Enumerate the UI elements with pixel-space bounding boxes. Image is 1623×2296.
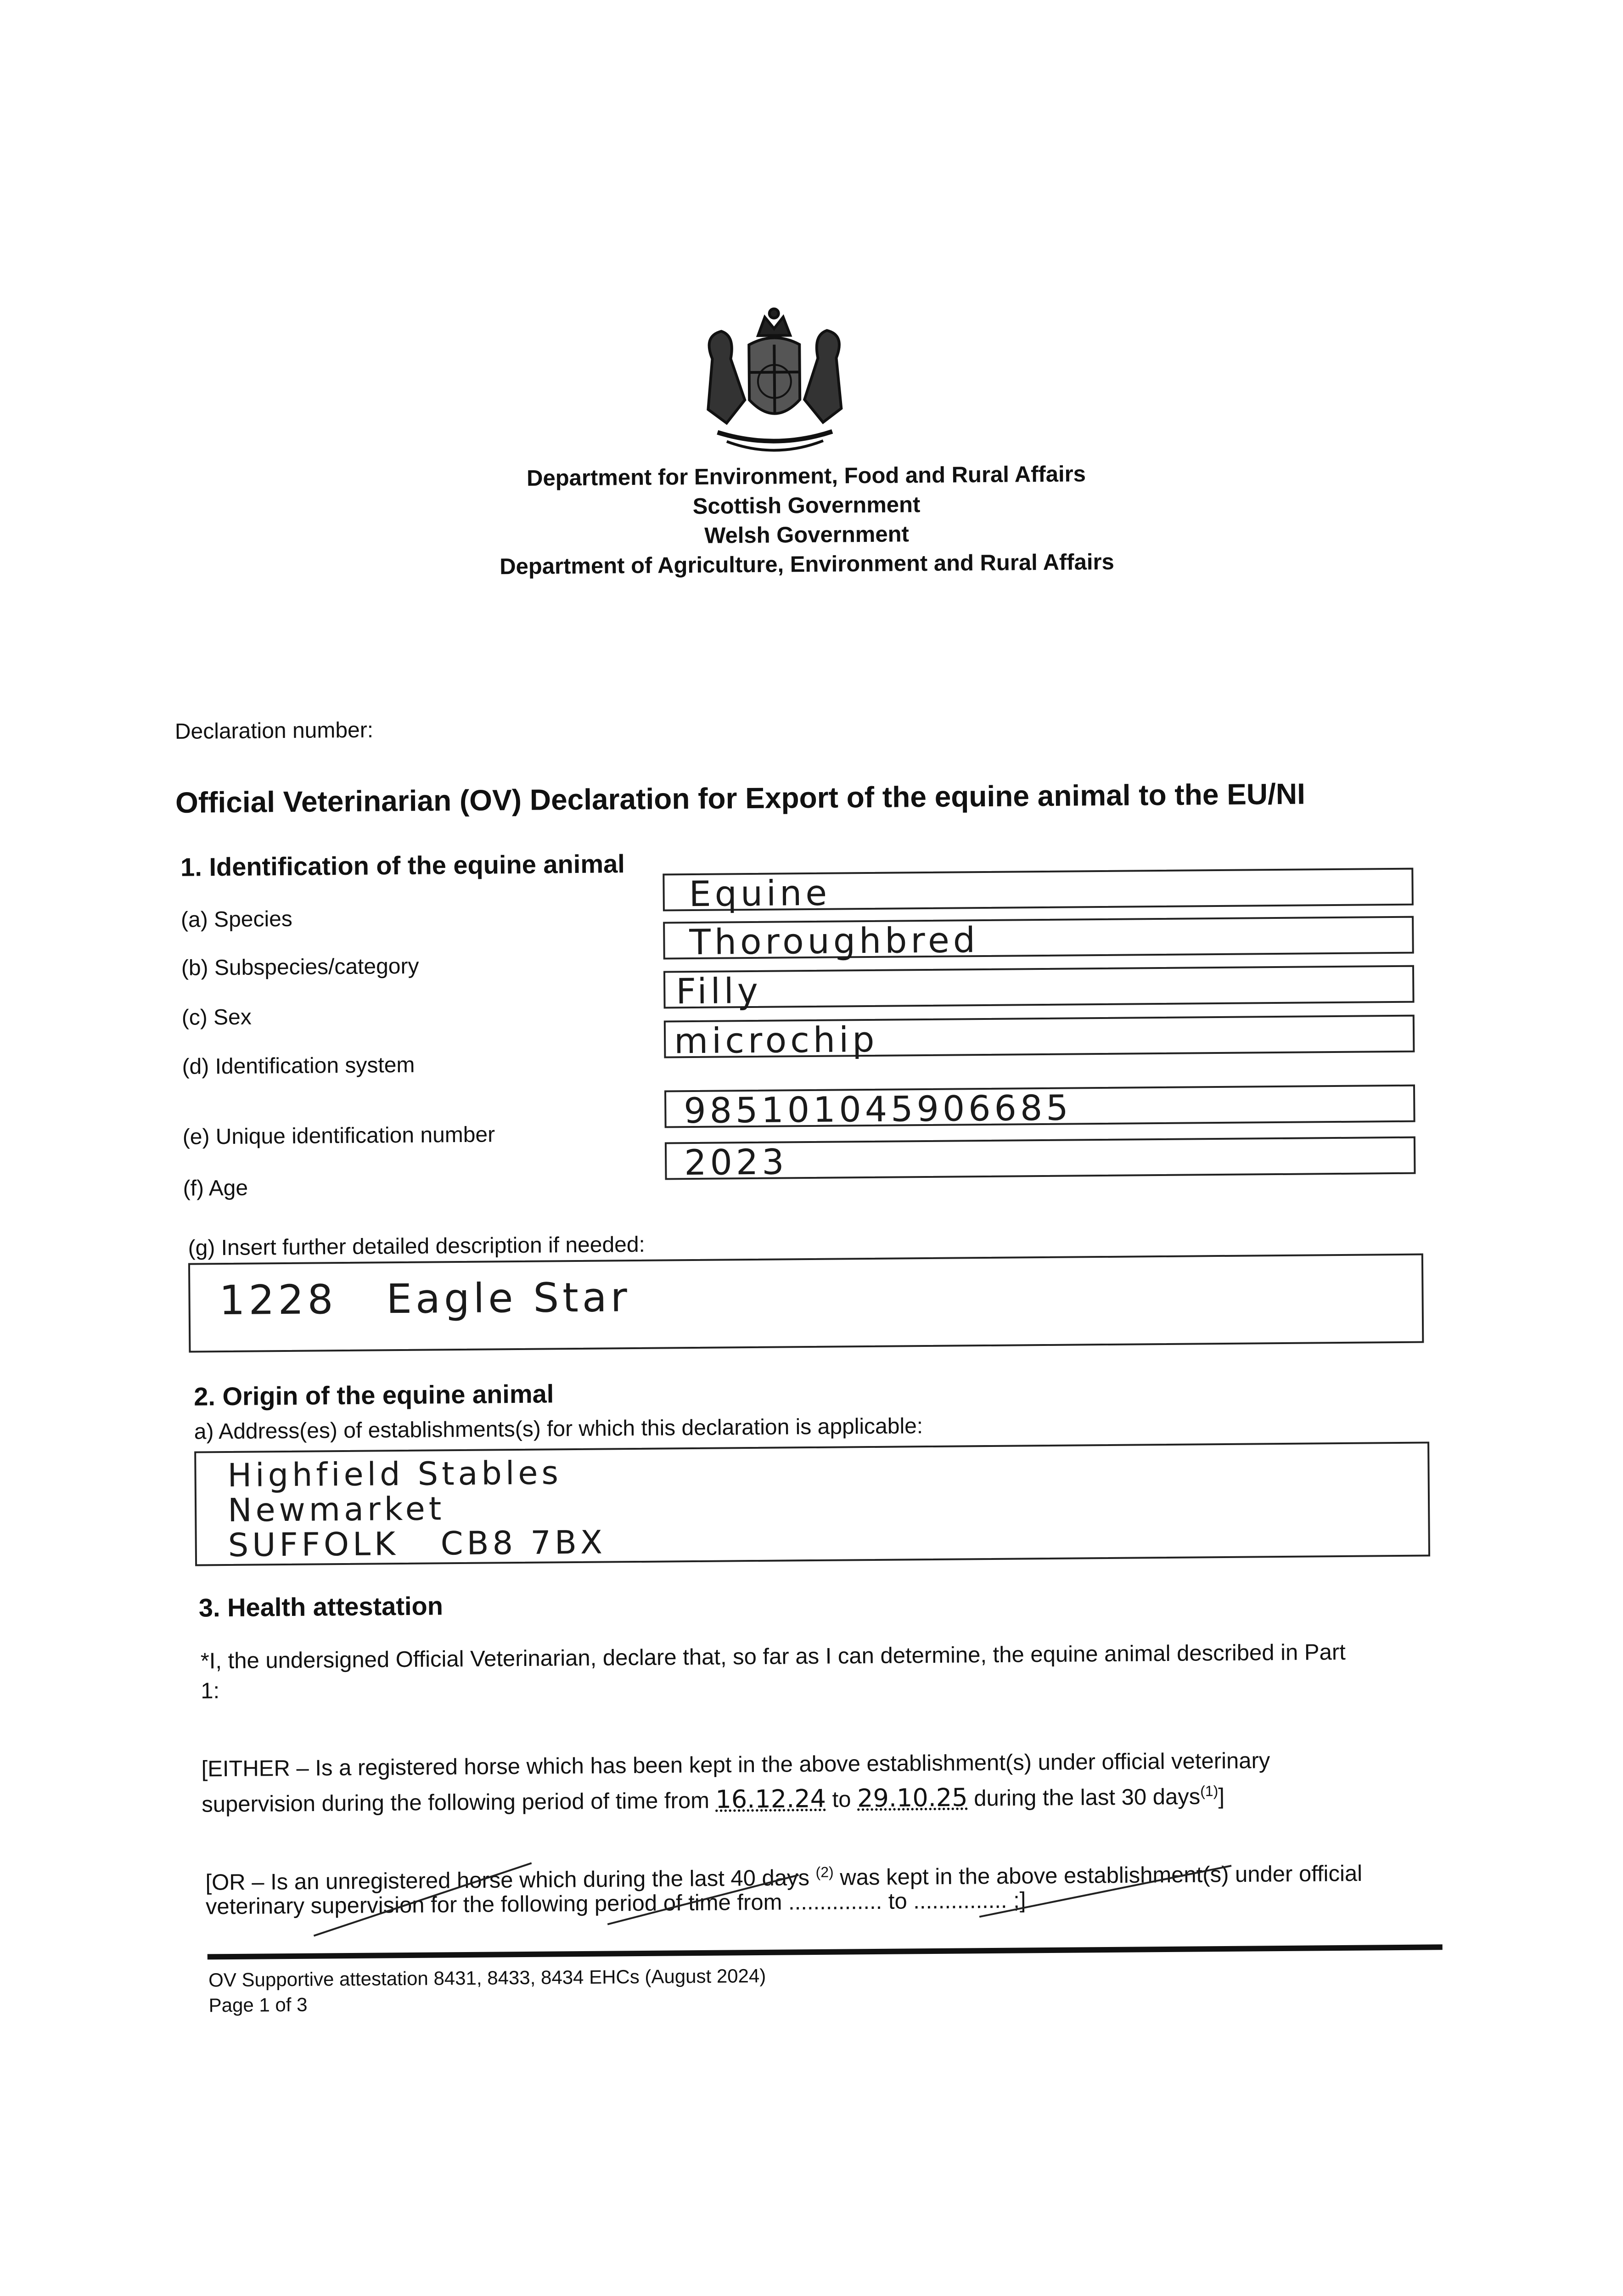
address-line-2: Newmarket: [227, 1490, 445, 1530]
either-footnote: (1): [1200, 1783, 1219, 1800]
either-line2-start: supervision during the following period of time from: [201, 1788, 710, 1817]
or-line2: veterinary supervision for the following period of time from ............... to ............... ;]: [205, 1888, 1026, 1919]
age-label: (f) Age: [183, 1176, 248, 1201]
footer-rule: [208, 1944, 1443, 1959]
address-line-3: SUFFOLK CB8 7BX: [228, 1523, 607, 1564]
or-line1-start: [OR – Is an unregistered horse which during the last 40 days: [205, 1865, 810, 1895]
either-line2: [202, 1776, 1224, 1819]
address-line-1: Highfield Stables: [227, 1454, 562, 1495]
either-to-date: 29.10.25: [857, 1783, 968, 1813]
or-footnote: (2): [815, 1863, 834, 1880]
further-description-value: 1228 Eagle Star: [219, 1273, 631, 1324]
sex-label: (c) Sex: [181, 1005, 252, 1030]
header-line-welsh-gov: Welsh Government: [704, 522, 910, 548]
royal-crest-icon: [685, 303, 865, 465]
address-label: a) Address(es) of establishments(s) for which this declaration is applicable:: [194, 1414, 923, 1444]
unique-id-label: (e) Unique identification number: [182, 1122, 495, 1149]
id-system-label: (d) Identification system: [182, 1052, 415, 1079]
footer-page-number: Page 1 of 3: [208, 1993, 308, 2016]
header-line-daera: Department of Agriculture, Environment and Rural Affairs: [500, 549, 1115, 580]
attestation-intro-line1: *I, the undersigned Official Veterinarian, declare that, so far as I can determine, the equine animal described in Part: [200, 1639, 1346, 1674]
section3-heading: 3. Health attestation: [198, 1591, 444, 1622]
subspecies-value: Thoroughbred: [689, 919, 979, 963]
header-line-defra: Department for Environment, Food and Rural Affairs: [526, 461, 1086, 491]
either-line2-end: during the last 30 days: [974, 1784, 1201, 1811]
either-from-date: 16.12.24: [715, 1784, 826, 1814]
either-line1: [EITHER – Is a registered horse which has been kept in the above establishment(s) under official veterinary: [201, 1748, 1270, 1782]
id-system-value: microchip: [674, 1019, 878, 1062]
species-label: (a) Species: [180, 906, 293, 932]
sex-value: Filly: [675, 970, 762, 1012]
sex-field: [663, 965, 1415, 1009]
declaration-number-label: Declaration number:: [174, 718, 374, 744]
age-value: 2023: [684, 1141, 788, 1183]
either-close-bracket: ]: [1218, 1784, 1225, 1809]
either-to-word: to: [832, 1787, 851, 1812]
header-line-scottish-gov: Scottish Government: [692, 492, 921, 519]
attestation-intro-line2: 1:: [201, 1678, 220, 1704]
section1-heading: 1. Identification of the equine animal: [180, 849, 625, 882]
document-title: Official Veterinarian (OV) Declaration for Export of the equine animal to the EU/NI: [175, 777, 1306, 819]
subspecies-label: (b) Subspecies/category: [181, 954, 419, 980]
further-description-label: (g) Insert further detailed description if needed:: [188, 1232, 646, 1261]
header-block: [0, 455, 1618, 585]
footer-attestation-ref: OV Supportive attestation 8431, 8433, 8434 EHCs (August 2024): [208, 1964, 766, 1991]
or-line1-end: was kept in the above establishment(s) under official: [840, 1861, 1363, 1890]
unique-id-value: 985101045906685: [684, 1087, 1072, 1131]
species-value: Equine: [689, 872, 831, 915]
section2-heading: 2. Origin of the equine animal: [193, 1379, 554, 1411]
